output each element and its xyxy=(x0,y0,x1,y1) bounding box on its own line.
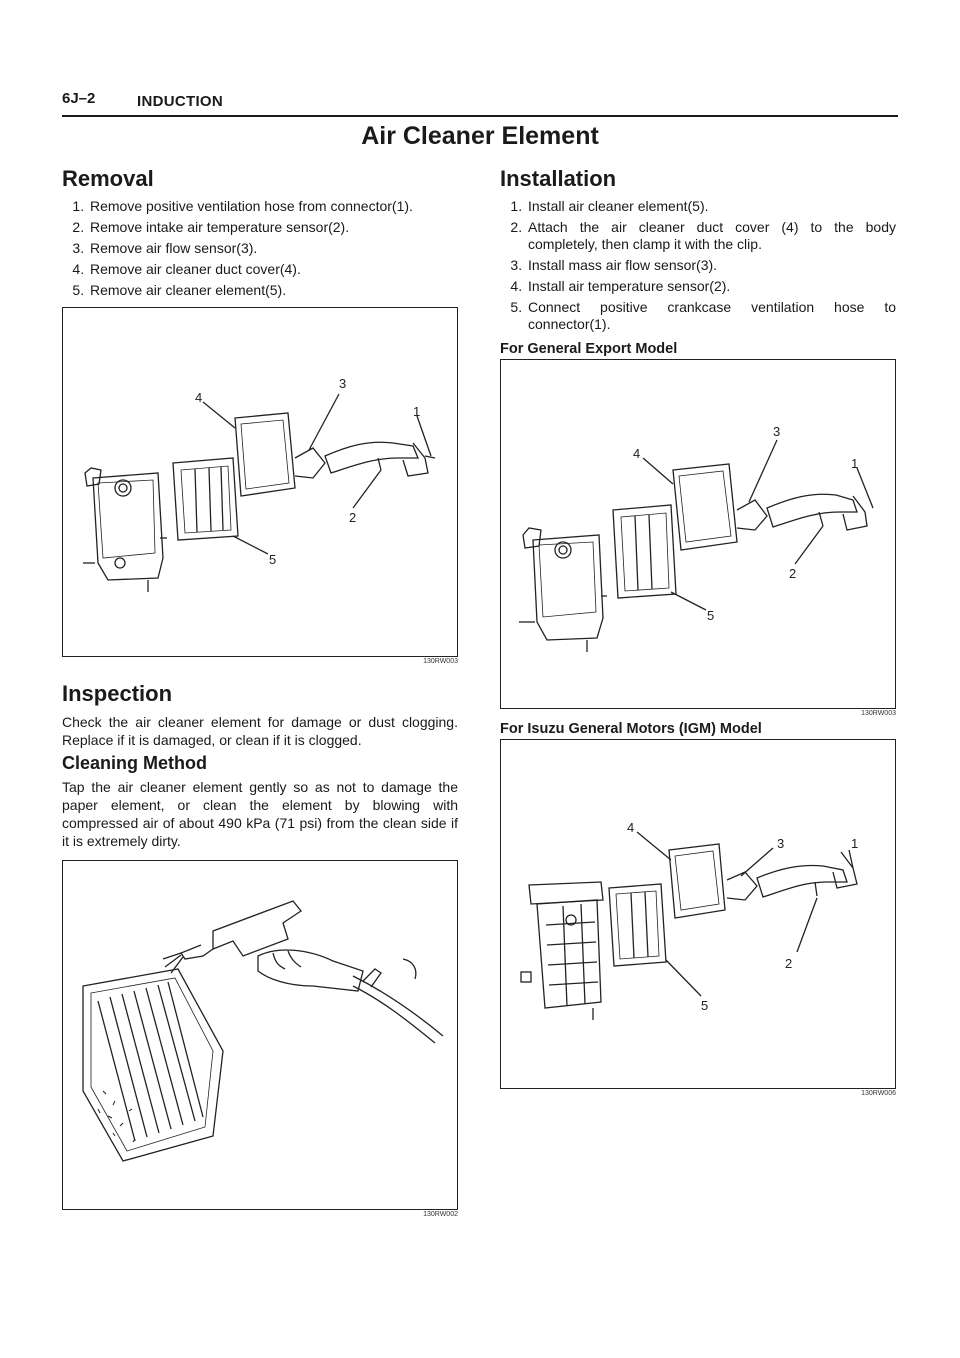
callout-3: 3 xyxy=(777,836,785,851)
cleaning-figure xyxy=(62,860,458,1210)
installation-steps xyxy=(500,198,896,333)
removal-heading: Removal xyxy=(62,166,154,191)
callout-2: 2 xyxy=(785,956,793,971)
callout-4: 4 xyxy=(627,820,635,835)
callout-5: 5 xyxy=(269,552,277,567)
removal-step: 3. Remove air flow sensor(3). xyxy=(88,240,458,257)
callout-1: 1 xyxy=(851,456,859,471)
page-title: Air Cleaner Element xyxy=(361,122,599,150)
callout-3: 3 xyxy=(339,376,347,391)
figure-code: 130RW003 xyxy=(861,710,896,717)
figure-code: 130RW003 xyxy=(423,658,458,665)
igm-label: For Isuzu General Motors (IGM) Model xyxy=(500,721,762,737)
installation-step: 4. Install air temperature sensor(2). xyxy=(526,278,896,295)
removal-step: 1. Remove positive ventilation hose from connector(1). xyxy=(88,198,458,215)
igm-figure xyxy=(500,739,896,1089)
page-header xyxy=(62,86,898,118)
installation-step: 3. Install mass air flow sensor(3). xyxy=(526,257,896,274)
figure-code: 130RW006 xyxy=(861,1090,896,1097)
removal-figure xyxy=(62,307,458,657)
page-number: 6J–2 xyxy=(62,90,96,107)
callout-3: 3 xyxy=(773,424,781,439)
callout-2: 2 xyxy=(349,510,357,525)
general-export-figure xyxy=(500,359,896,709)
air-gun-cleaning-illustration xyxy=(63,861,457,1209)
installation-step: 5. Connect positive crankcase ventilation hose to connector(1). xyxy=(526,299,896,333)
igm-assembly-illustration xyxy=(501,740,895,1088)
general-export-label: For General Export Model xyxy=(500,341,678,357)
callout-4: 4 xyxy=(195,390,203,405)
installation-heading: Installation xyxy=(500,166,617,191)
cleaning-text: Tap the air cleaner element gently so as not to damage the paper element, or clean the element by blowing with compressed air of about 490 kPa (71 psi) from the clean side if it is extremely dirty. xyxy=(62,779,458,849)
removal-step: 4. Remove air cleaner duct cover(4). xyxy=(88,261,458,278)
callout-1: 1 xyxy=(413,404,421,419)
removal-steps xyxy=(62,198,458,299)
callout-5: 5 xyxy=(701,998,709,1013)
callout-5: 5 xyxy=(707,608,715,623)
right-column xyxy=(500,166,896,1097)
general-export-assembly-illustration xyxy=(501,360,895,708)
installation-step: 2. Attach the air cleaner duct cover (4) to the body completely, then clamp it with the clip. xyxy=(526,219,896,253)
callout-4: 4 xyxy=(633,446,641,461)
figure-code: 130RW002 xyxy=(423,1211,458,1218)
installation-step: 1. Install air cleaner element(5). xyxy=(526,198,896,215)
inspection-heading: Inspection xyxy=(62,681,173,706)
section-title: INDUCTION xyxy=(137,93,224,110)
removal-step: 5. Remove air cleaner element(5). xyxy=(88,282,458,299)
callout-1: 1 xyxy=(851,836,859,851)
air-cleaner-assembly-illustration xyxy=(63,308,457,656)
inspection-text: Check the air cleaner element for damage or dust clogging. Replace if it is damaged, or clean if it is clogged. xyxy=(62,714,458,748)
cleaning-heading: Cleaning Method xyxy=(62,753,207,773)
left-column xyxy=(62,166,458,1218)
removal-step: 2. Remove intake air temperature sensor(2). xyxy=(88,219,458,236)
header-rule xyxy=(62,115,898,117)
callout-2: 2 xyxy=(789,566,797,581)
